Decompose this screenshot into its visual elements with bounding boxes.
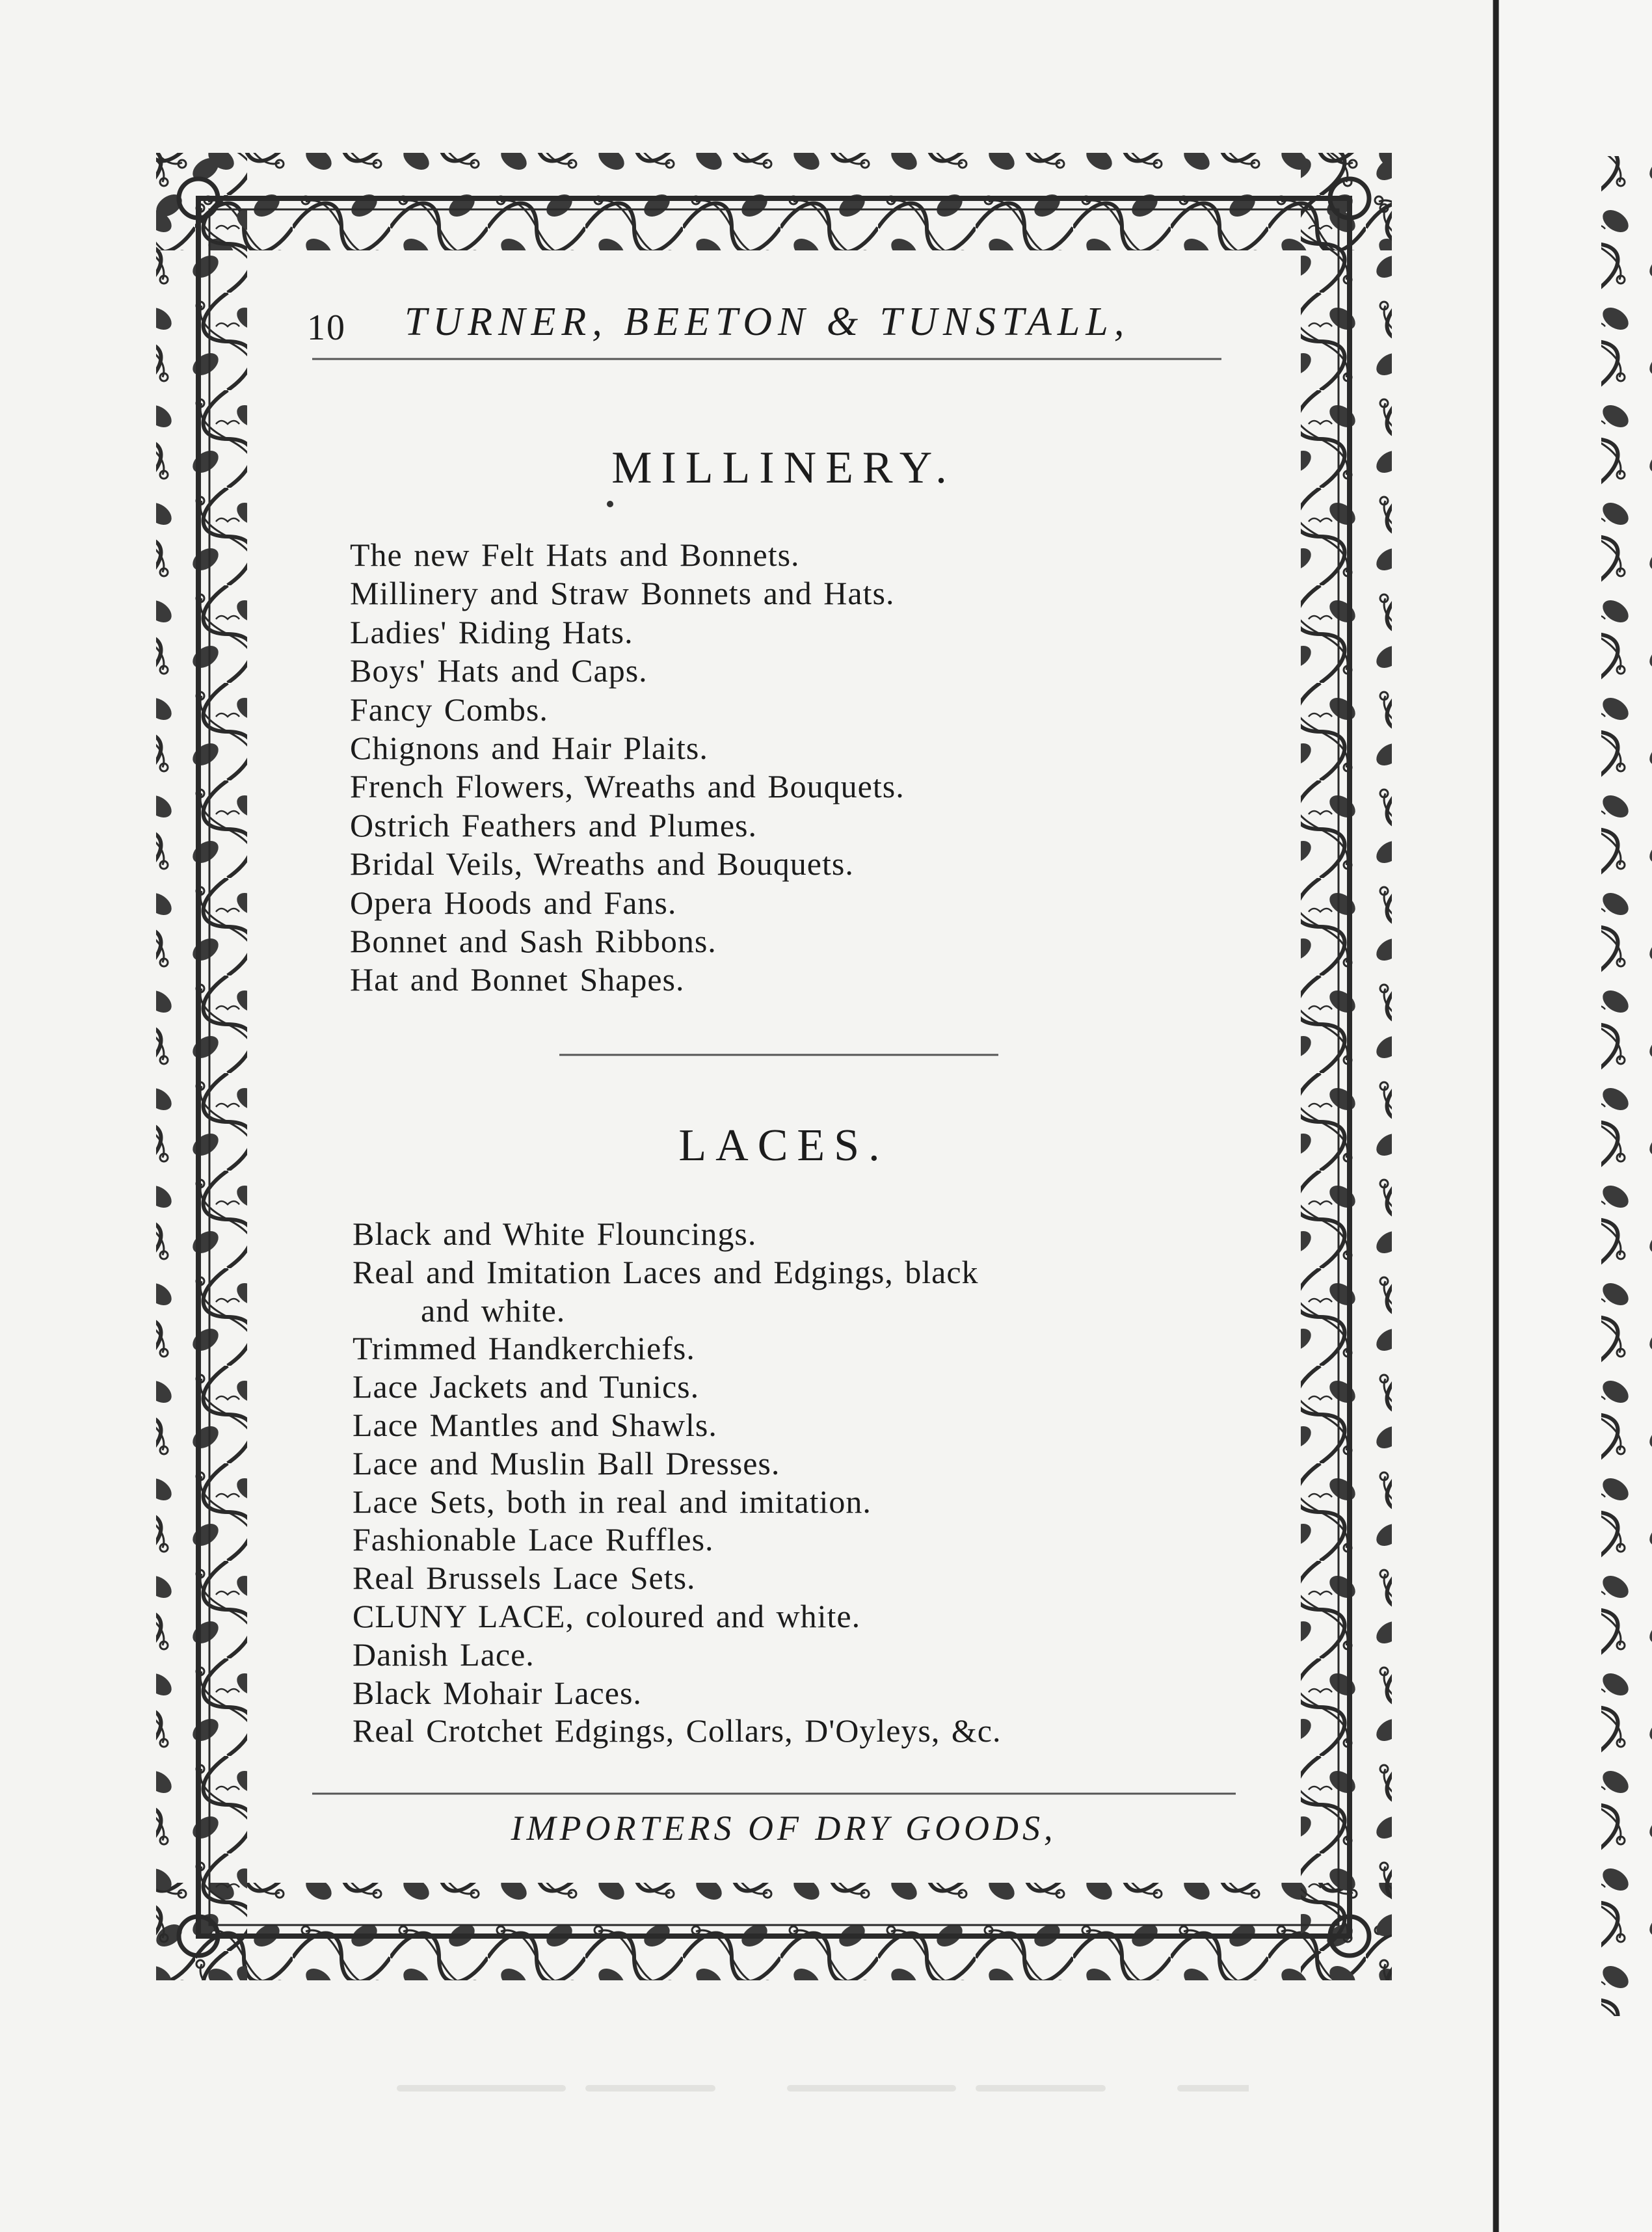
- list-item: Trimmed Handkerchiefs.: [353, 1330, 695, 1367]
- list-item: Ladies' Riding Hats.: [350, 613, 633, 650]
- list-item: Danish Lace.: [353, 1636, 535, 1673]
- list-item: Opera Hoods and Fans.: [350, 884, 677, 921]
- list-item-continuation: and white.: [421, 1292, 566, 1329]
- list-item: Chignons and Hair Plaits.: [350, 729, 708, 766]
- list-item: French Flowers, Wreaths and Bouquets.: [350, 768, 905, 805]
- list-item: Fashionable Lace Ruffles.: [353, 1521, 714, 1558]
- list-item: Boys' Hats and Caps.: [350, 652, 648, 689]
- list-item: Bridal Veils, Wreaths and Bouquets.: [350, 845, 854, 883]
- list-item: Real and Imitation Laces and Edgings, black: [353, 1253, 979, 1290]
- list-item: Lace Sets, both in real and imitation.: [353, 1483, 872, 1520]
- list-item: Lace and Muslin Ball Dresses.: [353, 1444, 780, 1481]
- millinery-list: [350, 536, 905, 1000]
- list-item: Black Mohair Laces.: [353, 1674, 642, 1711]
- list-item: Real Crotchet Edgings, Collars, D'Oyleys, &c.: [353, 1712, 1002, 1749]
- list-item: CLUNY LACE, coloured and white.: [353, 1597, 861, 1634]
- list-item: Lace Mantles and Shawls.: [353, 1406, 717, 1443]
- list-item: Ostrich Feathers and Plumes.: [350, 806, 758, 844]
- list-item: Fancy Combs.: [350, 691, 548, 728]
- laces-list: [353, 1215, 1205, 1750]
- list-item: Lace Jackets and Tunics.: [353, 1368, 700, 1405]
- page-number: 10: [307, 308, 346, 348]
- running-header: TURNER, BEETON & TUNSTALL,: [405, 300, 1130, 344]
- section-title-laces: LACES.: [678, 1121, 889, 1171]
- list-item: Millinery and Straw Bonnets and Hats.: [350, 575, 895, 612]
- list-item: Real Brussels Lace Sets.: [353, 1560, 696, 1597]
- list-item: Black and White Flouncings.: [353, 1216, 757, 1252]
- running-footer: IMPORTERS OF DRY GOODS,: [511, 1809, 1057, 1848]
- list-item: Hat and Bonnet Shapes.: [350, 961, 685, 998]
- list-item: Bonnet and Sash Ribbons.: [350, 922, 717, 959]
- list-item: The new Felt Hats and Bonnets.: [350, 537, 800, 573]
- section-title-millinery: MILLINERY.: [611, 443, 956, 493]
